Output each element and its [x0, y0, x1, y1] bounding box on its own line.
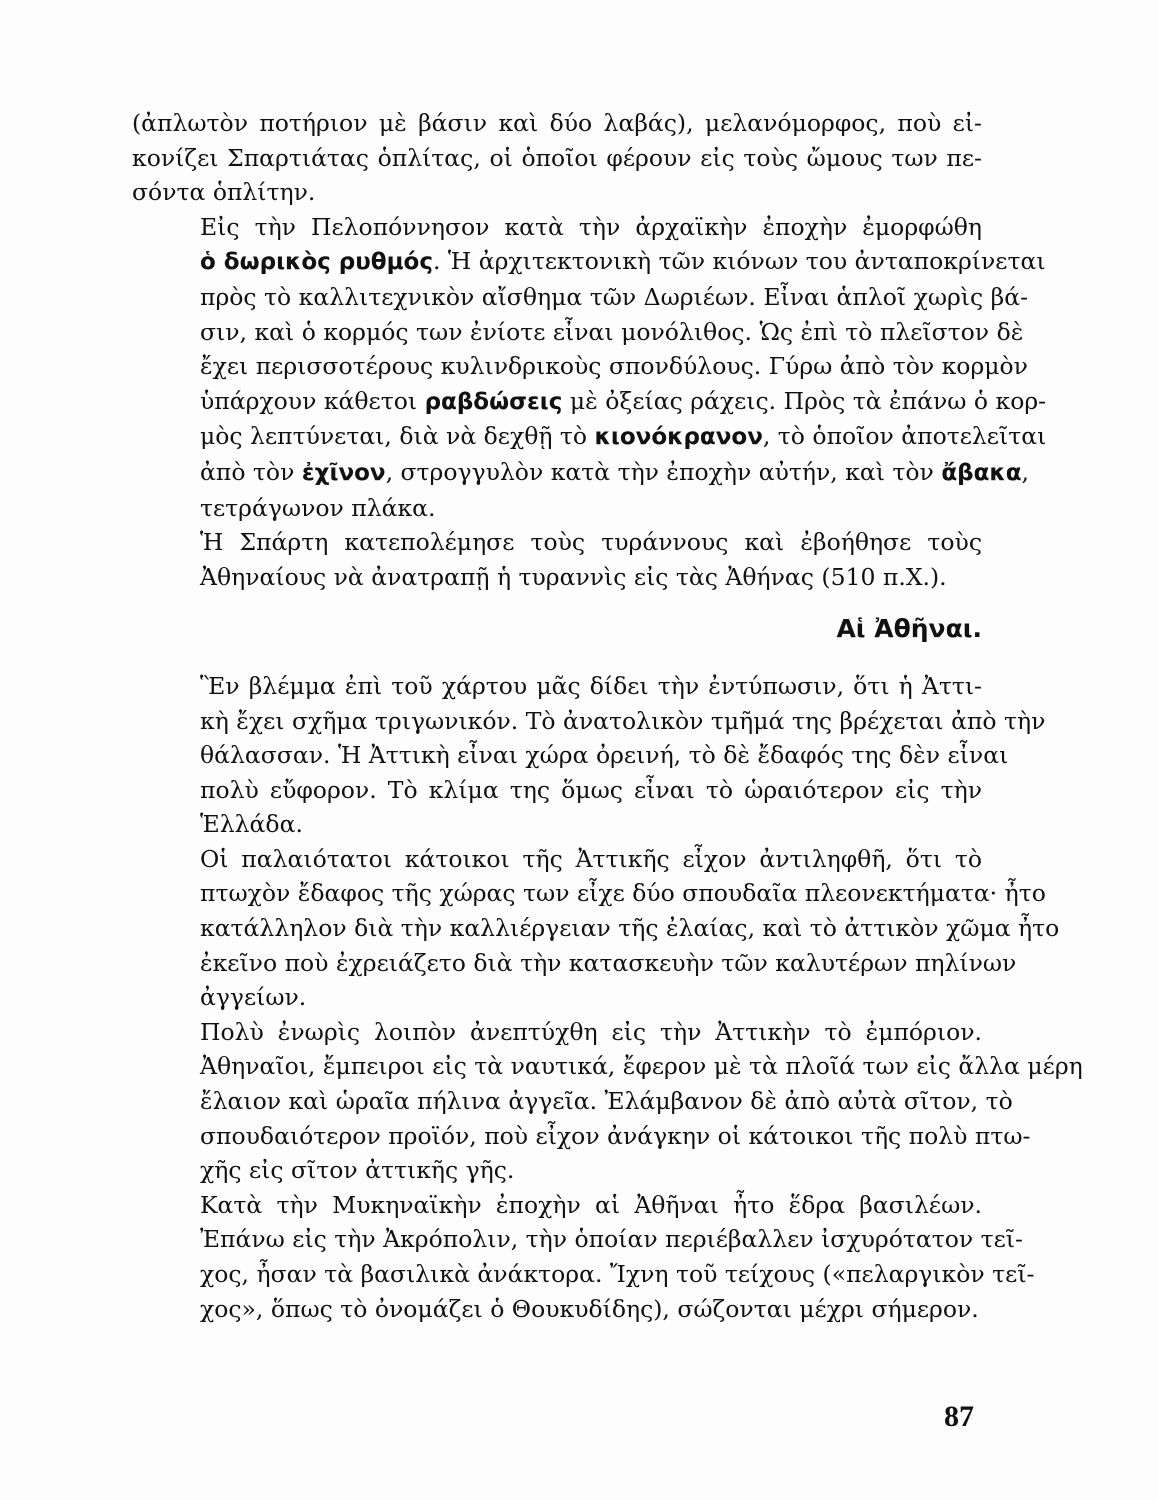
text-run: Οἱ παλαιότατοι κάτοικοι τῆς Ἀττικῆς εἶχον ἀντιληφθῆ, ὅτι τὸ	[200, 844, 982, 873]
text-run: κατάλληλον διὰ τὴν καλλιέργειαν τῆς ἐλαίας, καὶ τὸ ἀττικὸν χῶμα ἦτο	[200, 914, 1060, 943]
text-run: ἀγγείων.	[200, 983, 307, 1012]
text-run: Κατὰ τὴν Μυκηναϊκὴν ἐποχὴν αἱ Ἀθῆναι ἦτο ἕδρα βασιλέων.	[200, 1190, 982, 1219]
text-line	[132, 419, 1047, 455]
text-run: πολὺ εὔφορον. Τὸ κλίμα της ὅμως εἶναι τὸ ὡραιότερον εἰς τὴν	[200, 775, 982, 804]
paragraph	[132, 1188, 1035, 1326]
text-line	[132, 384, 1047, 420]
text-run: Πολὺ ἐνωρὶς λοιπὸν ἀνεπτύχθη εἰς τὴν Ἀττικὴν τὸ ἐμπόριον.	[200, 1017, 982, 1046]
paragraph	[132, 525, 982, 594]
bold-term: ραβδώσεις	[424, 388, 563, 415]
text-run: Ἐπάνω εἰς τὴν Ἀκρόπολιν, τὴν ὁποίαν περιέβαλλεν ἰσχυρότατον τεῖ-	[200, 1225, 1023, 1254]
text-line	[132, 455, 1030, 491]
text-run: σιν, καὶ ὁ κορμός των ἐνίοτε εἶναι μονόλιθος. Ὡς ἐπὶ τὸ πλεῖστον δὲ	[200, 317, 1024, 346]
text-run: . Ἡ ἀρχιτεκτονικὴ τῶν κιόνων του ἀνταποκρίνεται	[432, 247, 1046, 276]
text-run: Ἀθηναῖοι, ἔμπειροι εἰς τὰ ναυτικά, ἔφερον μὲ τὰ πλοῖά των εἰς ἄλλα μέρη	[200, 1052, 1083, 1081]
text-line	[132, 560, 982, 595]
text-run: πτωχὸν ἔδαφος τῆς χώρας των εἶχε δύο σπουδαῖα πλεονεκτήματα· ἦτο	[200, 879, 1046, 908]
text-run: σόντα ὁπλίτην.	[132, 178, 316, 207]
text-run: χῆς εἰς σῖτον ἀττικῆς γῆς.	[200, 1156, 515, 1185]
bold-term: ἐχῖνον	[301, 459, 386, 486]
text-line	[132, 244, 1046, 280]
bold-term: ὁ δωρικὸς ρυθμός	[200, 249, 433, 276]
page-number: 87	[944, 1400, 974, 1433]
text-line	[132, 525, 982, 560]
text-run: σπουδαιότερον προϊόν, ποὺ εἶχον ἀνάγκην οἱ κάτοικοι τῆς πολὺ πτω-	[200, 1121, 1031, 1150]
text-line	[132, 704, 1046, 739]
text-run: μὲ ὀξείας ράχεις. Πρὸς τὰ ἐπάνω ὁ κορ-	[562, 386, 1047, 415]
text-run: Ἓν βλέμμα ἐπὶ τοῦ χάρτου μᾶς δίδει τὴν ἐντύπωσιν, ὅτι ἡ Ἀττι-	[200, 671, 982, 700]
text-run: Εἰς τὴν Πελοπόννησον κατὰ τὴν ἀρχαϊκὴν ἐποχὴν ἐμορφώθη	[200, 212, 982, 241]
text-run: ἐκεῖνο ποὺ ἐχρειάζετο διὰ τὴν κατασκευὴν τῶν καλυτέρων πηλίνων	[200, 948, 1017, 977]
text-run: ἀπὸ τὸν	[200, 457, 302, 486]
text-line	[132, 1049, 1083, 1084]
text-line	[132, 980, 982, 1015]
text-run: κὴ ἔχει σχῆμα τριγωνικόν. Τὸ ἀνατολικὸν τμῆμά της βρέχεται ἀπὸ τὴν	[200, 706, 1046, 735]
text-line	[132, 773, 982, 808]
text-line	[132, 1015, 982, 1050]
text-line	[132, 1153, 982, 1188]
text-line	[132, 315, 1024, 350]
text-line	[132, 1257, 1035, 1292]
text-run: ἔχει περισσοτέρους κυλινδρικοὺς σπονδύλους. Γύρω ἀπὸ τὸν κορμὸν	[200, 352, 1028, 381]
text-line	[132, 807, 982, 842]
text-line	[132, 1188, 982, 1223]
text-line	[132, 738, 1009, 773]
text-line	[132, 349, 1028, 384]
text-run: κονίζει Σπαρτιάτας ὁπλίτας, οἱ ὁποῖοι φέρουν εἰς τοὺς ὤμους των πε-	[132, 143, 982, 172]
text-line	[132, 669, 982, 704]
text-run: Ἑλλάδα.	[200, 810, 303, 839]
text-run: ἔλαιον καὶ ὡραῖα πήλινα ἀγγεῖα. Ἐλάμβανον δὲ ἀπὸ αὐτὰ σῖτον, τὸ	[200, 1087, 1013, 1116]
text-run: (ἀπλωτὸν ποτήριον μὲ βάσιν καὶ δύο λαβάς), μελανόμορφος, ποὺ εἰ-	[132, 109, 982, 137]
body-text	[132, 106, 1083, 1326]
text-run: , τὸ ὁποῖον ἀποτελεῖται	[762, 422, 1047, 451]
section-heading: Αἱ Ἀθῆναι.	[836, 614, 982, 644]
text-run: ὑπάρχουν κάθετοι	[200, 386, 425, 415]
text-run: χος», ὅπως τὸ ὀνομάζει ὁ Θουκυδίδης), σώζονται μέχρι σήμερον.	[200, 1294, 979, 1323]
paragraph	[132, 106, 982, 210]
text-line	[132, 280, 1029, 315]
text-run: Ἡ Σπάρτη κατεπολέμησε τοὺς τυράννους καὶ ἐβοήθησε τοὺς	[200, 528, 982, 557]
paragraph	[132, 842, 1060, 1015]
text-run: μὸς λεπτύνεται, διὰ νὰ δεχθῇ τὸ	[200, 422, 595, 451]
text-line	[132, 141, 982, 176]
text-run: Ἀθηναίους νὰ ἀνατραπῇ ἡ τυραννὶς εἰς τὰς Ἀθήνας (510 π.Χ.).	[200, 562, 947, 591]
text-line	[132, 1119, 1031, 1154]
text-line	[132, 1084, 1013, 1119]
paragraph	[132, 1015, 1083, 1188]
paragraph	[132, 210, 1047, 525]
text-line	[132, 911, 1060, 946]
text-run: θάλασσαν. Ἡ Ἀττικὴ εἶναι χώρα ὀρεινή, τὸ δὲ ἔδαφός της δὲν εἶναι	[200, 741, 1009, 770]
text-run: τετράγωνον πλάκα.	[200, 493, 436, 522]
bold-term: κιονόκρανον	[594, 424, 763, 451]
text-line	[132, 491, 982, 526]
text-line	[132, 946, 1017, 981]
text-line	[132, 175, 982, 210]
text-run: , στρογγυλὸν κατὰ τὴν ἐποχὴν αὐτήν, καὶ τὸν	[385, 457, 942, 486]
bold-term: ἄβακα	[941, 459, 1022, 486]
text-run: ,	[1021, 457, 1030, 486]
text-line	[132, 1292, 982, 1327]
text-line	[132, 876, 1046, 911]
text-line	[132, 842, 982, 877]
text-run: πρὸς τὸ καλλιτεχνικὸν αἴσθημα τῶν Δωριέων. Εἶναι ἁπλοῖ χωρὶς βά-	[200, 282, 1029, 311]
paragraph	[132, 669, 1046, 842]
text-line	[132, 106, 982, 141]
text-run: χος, ἦσαν τὰ βασιλικὰ ἀνάκτορα. Ἴχνη τοῦ τείχους («πελαργικὸν τεῖ-	[200, 1260, 1035, 1288]
text-line	[132, 210, 982, 245]
text-line	[132, 1222, 1023, 1257]
